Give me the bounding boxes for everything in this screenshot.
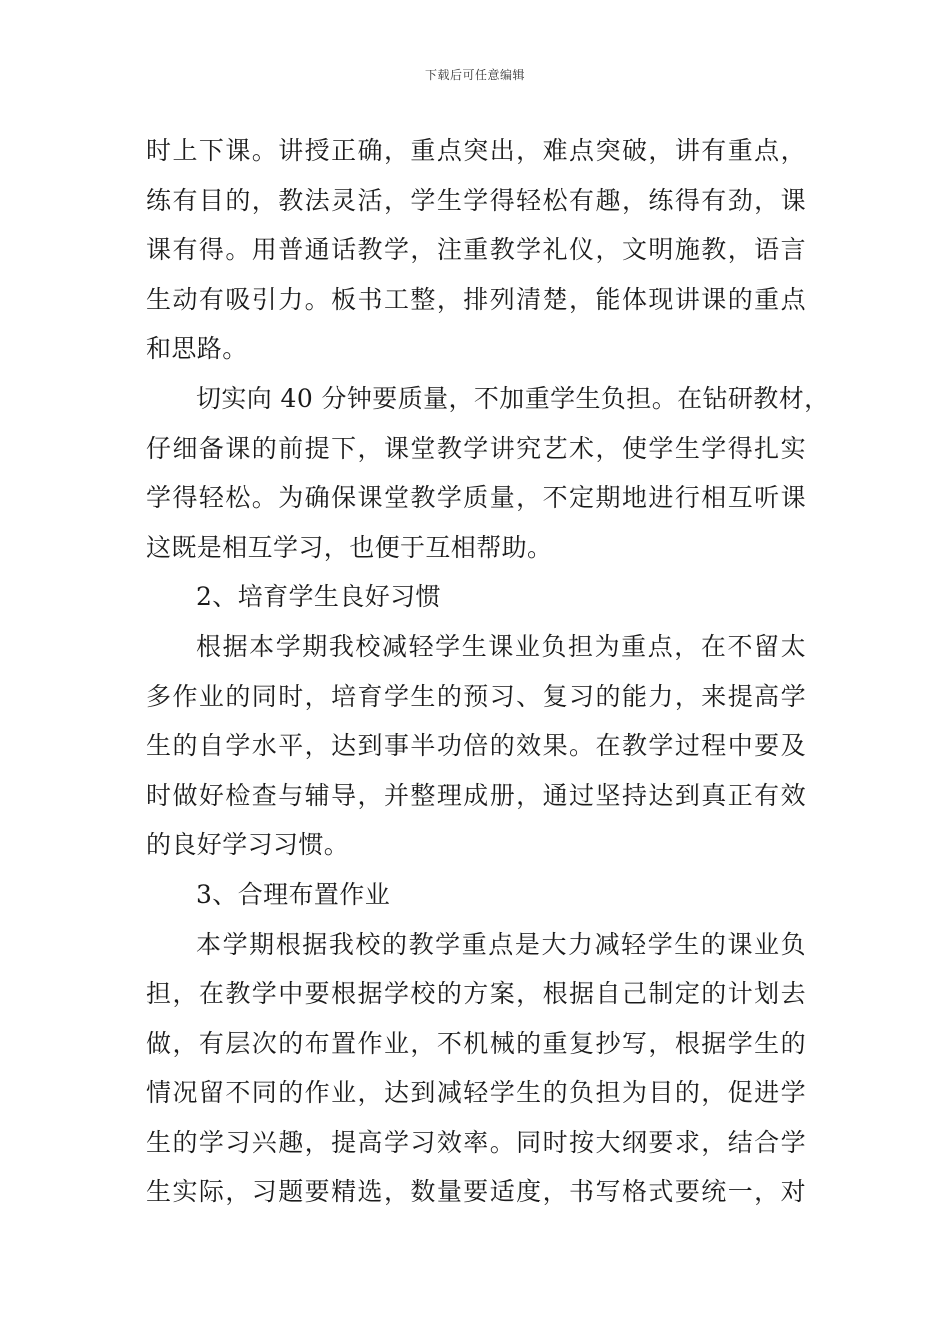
text-line: 的良好学习习惯。 [146,830,350,860]
document-body [146,126,830,1217]
text-line: 时做好检查与辅导，并整理成册，通过坚持达到真正有效 [146,780,806,810]
paragraph-first-line: 本学期根据我校的教学重点是大力减轻学生的课业负 [196,929,806,959]
text-line: 做，有层次的布置作业，不机械的重复抄写，根据学生的 [146,1028,806,1058]
text-line: 担，在教学中要根据学校的方案，根据自己制定的计划去 [146,979,806,1009]
paragraph-first-line: 根据本学期我校减轻学生课业负担为重点，在不留太 [196,631,806,661]
text-line: 和思路。 [146,334,248,364]
section-heading: 2、培育学生良好习惯 [196,582,441,612]
text-line: 练有目的，教法灵活，学生学得轻松有趣，练得有劲，课 [146,185,806,215]
page-header-note: 下载后可任意编辑 [424,68,525,82]
text-line: 时上下课。讲授正确，重点突出，难点突破，讲有重点， [146,136,806,165]
text-line: 多作业的同时，培育学生的预习、复习的能力，来提高学 [146,681,806,711]
text-line: 生的自学水平，达到事半功倍的效果。在教学过程中要及 [146,731,806,761]
text-line: 课有得。用普通话教学，注重教学礼仪，文明施教，语言 [146,235,806,265]
text-line: 生动有吸引力。板书工整，排列清楚，能体现讲课的重点 [146,284,806,314]
text-line: 仔细备课的前提下，课堂教学讲究艺术，使学生学得扎实 [146,433,806,463]
text-line: 情况留不同的作业，达到减轻学生的负担为目的，促进学 [146,1078,806,1108]
text-line: 生实际，习题要精选，数量要适度，书写格式要统一，对 [146,1177,806,1207]
text-line: 这既是相互学习，也便于互相帮助。 [146,532,553,562]
text-line: 学得轻松。为确保课堂教学质量，不定期地进行相互听课 [146,483,806,513]
section-heading: 3、合理布置作业 [196,879,391,909]
text-line: 生的学习兴趣，提高学习效率。同时按大纲要求，结合学 [146,1127,806,1157]
paragraph-first-line: 切实向 40 分钟要质量，不加重学生负担。在钻研教材， [196,383,830,413]
